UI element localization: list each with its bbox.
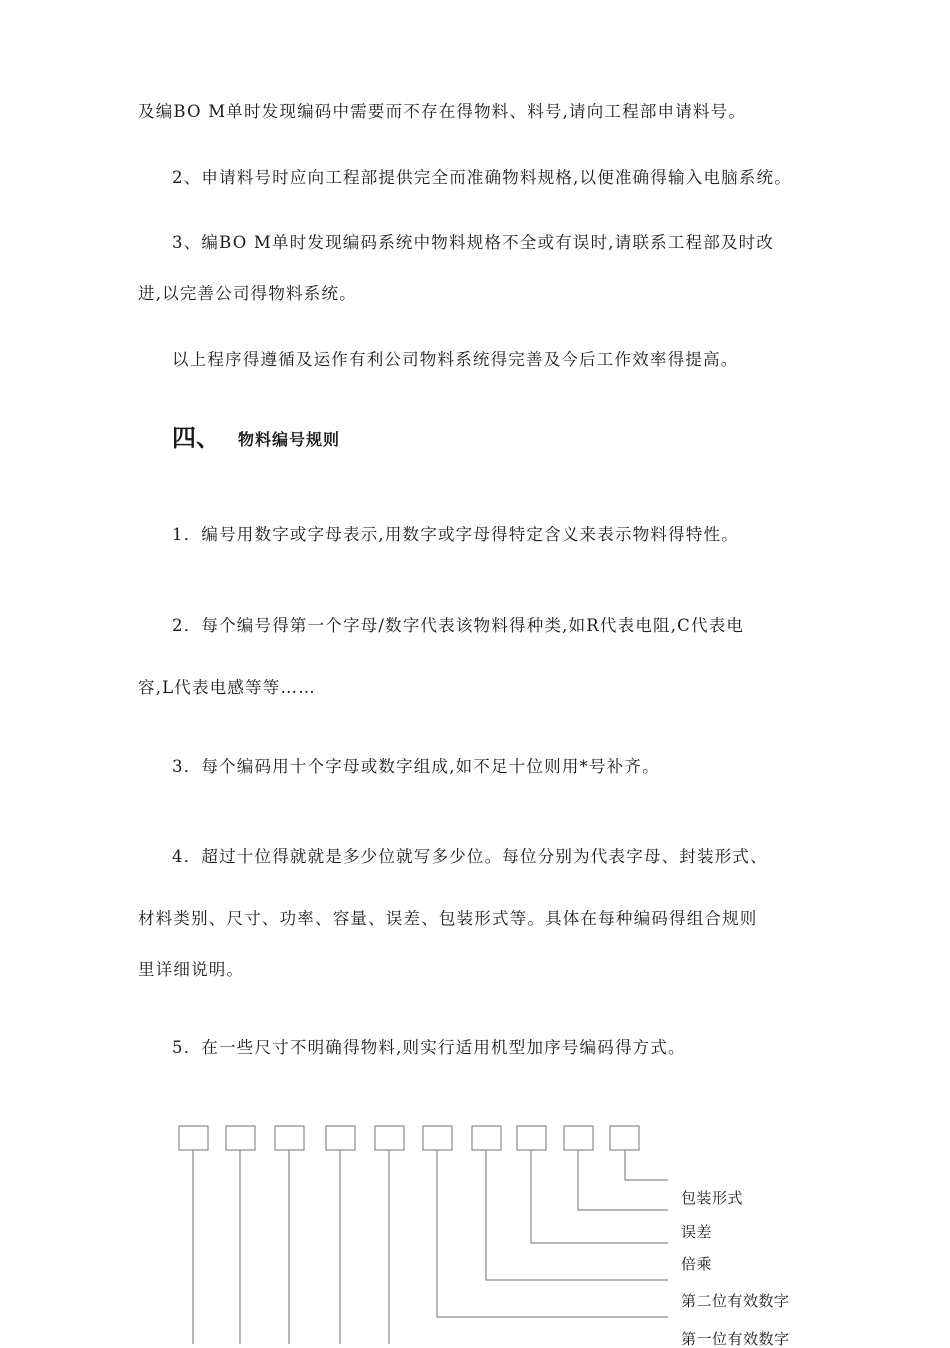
code-digit-box-6 [423,1126,452,1150]
rule-5: 5．在一些尺寸不明确得物料,则实行适用机型加序号编码得方式。 [172,1038,686,1057]
rule-4-line-3: 里详细说明。 [138,960,245,979]
code-digit-box-8 [517,1126,546,1150]
connector-line-7 [486,1150,668,1280]
rule-1: 1．编号用数字或字母表示,用数字或字母得特定含义来表示物料得特性。 [172,525,739,544]
code-digit-box-5 [375,1126,404,1150]
paragraph-continuation: 及编BO M单时发现编码中需要而不存在得物料、料号,请向工程部申请料号。 [138,102,747,121]
rule-2-line-1: 2．每个编号得第一个字母/数字代表该物料得种类,如R代表电阻,C代表电 [172,616,745,635]
paragraph-item-2: 2、申请料号时应向工程部提供完全而准确物料规格,以便准确得输入电脑系统。 [172,168,792,187]
paragraph-item-3-line-1: 3、编BO M单时发现编码系统中物料规格不全或有误时,请联系工程部及时改 [172,233,775,252]
label-first-significant-digit: 第一位有效数字 [681,1330,790,1348]
label-multiplier: 倍乘 [681,1255,713,1273]
section-title: 物料编号规则 [238,430,341,449]
code-digit-box-3 [275,1126,304,1150]
label-tolerance: 误差 [681,1223,713,1241]
rule-2-line-2: 容,L代表电感等等…… [138,678,316,697]
connector-line-8 [531,1150,668,1243]
connector-line-6 [437,1150,668,1317]
paragraph-summary: 以上程序得遵循及运作有利公司物料系统得完善及今后工作效率得提高。 [172,350,739,369]
code-digit-box-1 [179,1126,208,1150]
label-second-significant-digit: 第二位有效数字 [681,1292,790,1310]
code-digit-box-10 [610,1126,639,1150]
label-packaging-form: 包装形式 [681,1189,744,1207]
rule-4-line-1: 4．超过十位得就就是多少位就写多少位。每位分别为代表字母、封装形式、 [172,847,768,866]
rule-3: 3．每个编码用十个字母或数字组成,如不足十位则用*号补齐。 [172,757,660,776]
rule-4-line-2: 材料类别、尺寸、功率、容量、误差、包装形式等。具体在每种编码得组合规则 [138,909,758,928]
code-digit-box-9 [564,1126,593,1150]
paragraph-item-3-line-2: 进,以完善公司得物料系统。 [138,284,357,303]
code-digit-box-7 [472,1126,501,1150]
section-number: 四、 [172,423,220,452]
code-digit-box-4 [326,1126,355,1150]
connector-line-10 [625,1150,668,1180]
code-digit-box-2 [226,1126,255,1150]
